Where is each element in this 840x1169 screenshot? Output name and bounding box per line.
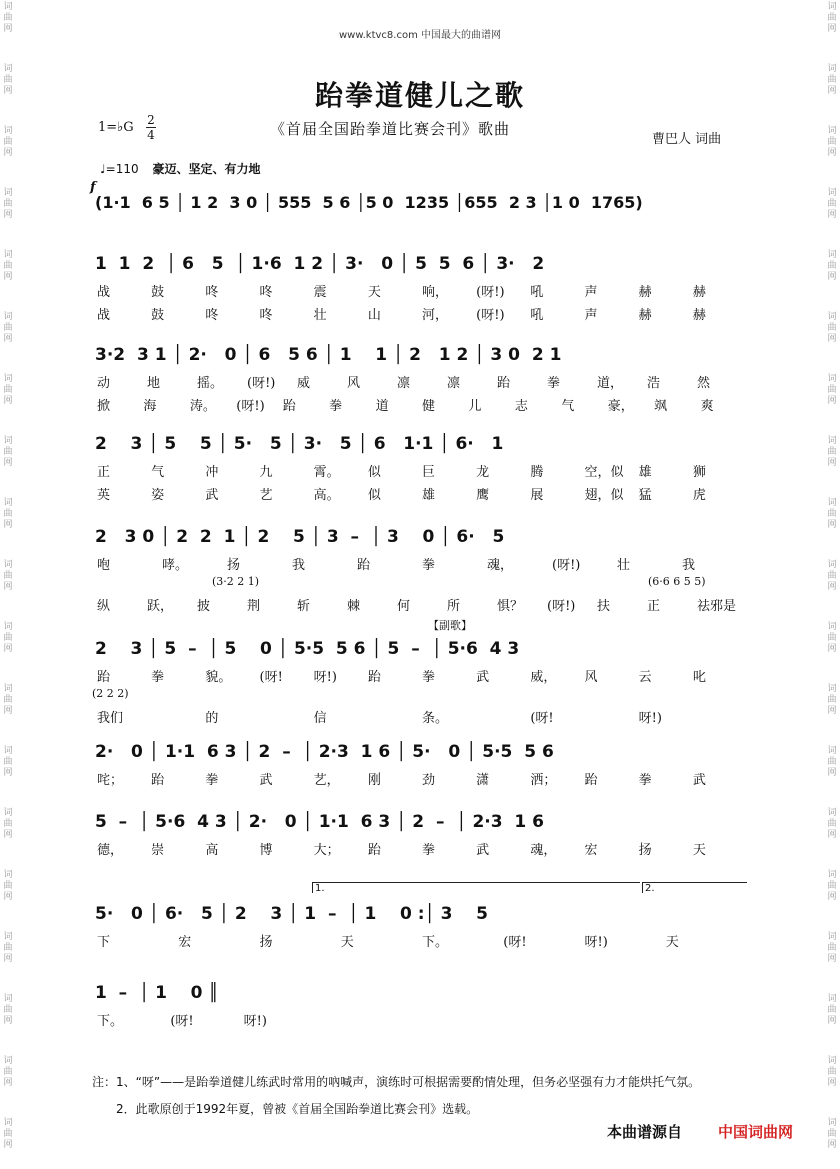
lyric-word: 咆 [97,558,111,573]
lyric-word: 吼 [530,285,544,300]
lyric-word: 爽 [700,399,714,414]
lyric-word: 响， [422,285,449,300]
lyric-word: 天 [367,285,381,300]
lyric-word: 条。 [422,711,449,726]
expression-text: 豪迈、坚定、有力地 [152,162,261,176]
lyric-word: 鼓 [151,285,165,300]
time-signature [146,113,156,142]
watermark-text: 词 曲 网 [3,684,13,716]
lyric-word: 呀!) [243,1014,267,1029]
lyric-word: 跆 [282,399,296,414]
watermark-text: 词 曲 网 [3,1056,13,1088]
lyric-word: 道 [375,399,389,414]
lyric-word: 宏 [584,843,598,858]
key-signature: 1=♭G [98,120,134,135]
lyric-word: 拳 [329,399,343,414]
lyric-word: 虎 [692,488,706,503]
lyric-word: 哮。 [162,558,189,573]
lyric-word: 刚 [367,773,381,788]
watermark-text: 词 曲 网 [3,870,13,902]
lyric-word: 拳 [547,376,561,391]
lyric-word: 雄 [422,488,436,503]
watermark-text: 词 曲 网 [827,746,837,778]
lyric-word: 翅，似 [584,488,624,503]
lyric-word: 呀!) [584,935,608,950]
notation-line: 2 3 0 │ 2 2 1 │ 2 5 │ 3 – │ 3 0 │ 6· 5 [95,527,505,547]
lyric-word: 博 [259,843,273,858]
notation-line: 2 3 │ 5 5 │ 5· 5 │ 3· 5 │ 6 1·1 │ 6· 1 [95,434,504,454]
lyric-word: 跆 [367,670,381,685]
notation-line: 3·2 3 1 │ 2· 0 │ 6 5 6 │ 1 1 │ 2 1 2 │ 3 0 2 1 [95,345,562,365]
lyric-word: 跆 [151,773,165,788]
lyric-word: 战 [97,285,111,300]
lyric-word: 战 [97,308,111,323]
lyric-word: 拳 [205,773,219,788]
lyric-word: 声 [584,308,598,323]
alt-notation: (6·6 6 5 5) [648,575,706,588]
lyric-word: 龙 [476,465,490,480]
lyric-word: 艺 [259,488,273,503]
watermark-text: 词 曲 网 [3,1118,13,1150]
lyric-word: (呀!) [247,376,276,391]
lyric-word: 气 [151,465,165,480]
lyric-word: 洒； [530,773,557,788]
lyric-word: 潇 [476,773,490,788]
lyric-word: 豪， [607,399,634,414]
lyric-word: 似 [367,465,381,480]
lyric-word: 艺， [313,773,340,788]
watermark-text: 词 曲 网 [827,64,837,96]
lyric-word: 咚 [259,285,273,300]
lyric-word: 纵 [97,599,111,614]
notation-line: (1·1 6 5 │ 1 2 3 0 │ 555 5 6 │5 0 1235 │655 2 3 │1 0 1765) [95,193,643,212]
lyric-word: 飒 [654,399,668,414]
lyric-word: 魂， [487,558,514,573]
lyric-word: 咚 [205,308,219,323]
lyric-word: 棘 [347,599,361,614]
section-label-chorus: 【副歌】 [428,619,472,632]
lyric-word: 海 [143,399,157,414]
lyric-word: 的 [205,711,219,726]
lyric-word: 所 [447,599,461,614]
lyric-word: 威 [297,376,311,391]
lyric-word: 高。 [313,488,340,503]
notation-line: 5 – │ 5·6 4 3 │ 2· 0 │ 1·1 6 3 │ 2 – │ 2·3 1 6 [95,812,544,832]
lyric-word: 浩 [647,376,661,391]
lyric-word: (呀!) [236,399,265,414]
notation-line: 5· 0 │ 6· 5 │ 2 3 │ 1 – │ 1 0 :│ 3 5 [95,904,488,924]
lyric-word: 拳 [151,670,165,685]
lyric-word: 河， [422,308,449,323]
lyric-word: 下。 [97,1014,124,1029]
lyric-word: 武 [259,773,273,788]
lyric-word: 宏 [178,935,192,950]
watermark-text: 词 曲 网 [3,126,13,158]
lyric-word: 赫 [638,285,652,300]
lyric-word: (呀!) [476,285,505,300]
watermark-text: 词 曲 网 [827,684,837,716]
lyric-word: 我们 [97,711,124,726]
lyric-word: (呀! [170,1014,194,1029]
lyric-word: 风 [584,670,598,685]
lyric-word: 凛 [447,376,461,391]
lyric-word: 吼 [530,308,544,323]
lyric-word: 似 [367,488,381,503]
footnote-2: 2．此歌原创于1992年夏，曾被《首届全国跆拳道比赛会刊》选载。 [116,1102,479,1116]
tempo-value: ♩=110 [100,162,139,176]
lyric-word: 山 [367,308,381,323]
lyric-word: 正 [647,599,661,614]
lyric-word: 咚 [205,285,219,300]
lyric-word: 健 [422,399,436,414]
lyric-word: 崇 [151,843,165,858]
volta-bracket-1: 1. [312,882,640,893]
lyric-word: 志 [514,399,528,414]
time-top: 2 [147,113,155,127]
watermark-text: 词 曲 网 [827,312,837,344]
lyric-word: 巨 [422,465,436,480]
lyric-word: 摇。 [197,376,224,391]
lyric-word: (呀! [530,711,554,726]
lyric-word: 英 [97,488,111,503]
watermark-text: 词 曲 网 [827,1056,837,1088]
lyric-word: 信 [313,711,327,726]
lyric-word: 劲 [422,773,436,788]
lyric-word: 威， [530,670,557,685]
watermark-text: 词 曲 网 [827,808,837,840]
source-label: 本曲谱源自 [607,1123,683,1141]
lyric-word: 云 [638,670,652,685]
watermark-text: 词 曲 网 [3,932,13,964]
lyric-word: 拳 [422,558,436,573]
watermark-text: 词 曲 网 [3,436,13,468]
lyric-word: 拳 [422,670,436,685]
notation-line: 1 – │ 1 0 ║ [95,983,219,1003]
source-site-link[interactable]: 中国词曲网 [718,1123,794,1141]
lyric-word: 惧？ [497,599,524,614]
lyric-word: (呀! [503,935,527,950]
lyric-word: 动 [97,376,111,391]
lyric-word: 跆 [357,558,371,573]
watermark-text: 词 曲 网 [3,498,13,530]
watermark-text: 词 曲 网 [3,994,13,1026]
lyric-word: 斩 [297,599,311,614]
watermark-text: 词 曲 网 [827,560,837,592]
notation-line: 1 1 2 │ 6 5 │ 1·6 1 2 │ 3· 0 │ 5 5 6 │ 3· 2 [95,254,545,274]
lyric-word: 地 [147,376,161,391]
watermark-text: 词 曲 网 [3,808,13,840]
lyric-word: 下 [97,935,111,950]
site-header[interactable]: www.ktvc8.com 中国最大的曲谱网 [338,30,501,41]
lyric-word: 天 [665,935,679,950]
lyric-word: 九 [259,465,273,480]
watermark-text: 词 曲 网 [3,560,13,592]
lyric-word: 展 [530,488,544,503]
lyric-word: 呀!) [313,670,337,685]
watermark-text: 词 曲 网 [827,126,837,158]
watermark-text: 词 曲 网 [3,374,13,406]
lyric-word: 赫 [638,308,652,323]
lyric-word: 涛。 [189,399,216,414]
volta-bracket-2: 2. [642,882,747,893]
lyric-word: 扬 [638,843,652,858]
lyric-word: 跆 [367,843,381,858]
lyric-word: 扶 [597,599,611,614]
lyric-word: 霄。 [313,465,340,480]
lyric-word: 狮 [692,465,706,480]
lyric-word: 壮 [313,308,327,323]
lyric-word: 猛 [638,488,652,503]
watermark-text: 词 曲 网 [3,622,13,654]
lyric-word: 凛 [397,376,411,391]
lyric-word: 儿 [468,399,482,414]
lyric-word: 拳 [422,843,436,858]
subtitle: 《首届全国跆拳道比赛会刊》歌曲 [270,120,511,138]
lyric-word: 雄 [638,465,652,480]
lyric-word: 武 [205,488,219,503]
lyric-word: 祛邪是 [697,599,737,614]
time-bottom: 4 [147,128,155,142]
watermark-text: 词 曲 网 [3,188,13,220]
lyric-word: 咤； [97,773,124,788]
footnote-1: 注：1、“呀”——是跆拳道健儿练武时常用的吶喊声，演练时可根据需要酌情处理，但务必坚强有力才能烘托气氛。 [92,1075,701,1089]
lyric-word: (呀!) [476,308,505,323]
lyric-word: 正 [97,465,111,480]
watermark-text: 词 曲 网 [3,250,13,282]
alt-notation: (3·2 2 1) [212,575,260,588]
lyric-word: 下。 [422,935,449,950]
composer-credit: 曹巴人 词曲 [652,132,722,147]
watermark-text: 词 曲 网 [827,188,837,220]
page-title: 跆拳道健儿之歌 [314,79,525,112]
lyric-word: 跃， [147,599,174,614]
lyric-word: 跆 [584,773,598,788]
lyric-word: 然 [697,376,711,391]
watermark-text: 词 曲 网 [827,374,837,406]
lyric-word: 壮 [617,558,631,573]
notation-line: 2 3 │ 5 – │ 5 0 │ 5·5 5 6 │ 5 – │ 5·6 4 3 [95,639,520,659]
lyric-word: 我 [292,558,306,573]
lyric-word: 荆 [247,599,261,614]
lyric-word: 武 [476,843,490,858]
notation-line: 2· 0 │ 1·1 6 3 │ 2 – │ 2·3 1 6 │ 5· 0 │ 5·5 5 6 [95,742,554,762]
lyric-word: 扬 [259,935,273,950]
lyric-word: 武 [692,773,706,788]
lyric-word: 叱 [692,670,706,685]
lyric-word: 腾 [530,465,544,480]
watermark-text: 词 曲 网 [827,932,837,964]
watermark-text: 词 曲 网 [827,1118,837,1150]
lyric-word: 跆 [97,670,111,685]
lyric-word: 空，似 [584,465,624,480]
lyric-word: 震 [313,285,327,300]
lyric-word: 貌。 [205,670,232,685]
lyric-word: 道， [597,376,624,391]
lyric-word: 扬 [227,558,241,573]
watermark-text: 词 曲 网 [827,436,837,468]
watermark-text: 词 曲 网 [3,64,13,96]
lyric-word: (呀!) [547,599,576,614]
watermark-text: 词 曲 网 [827,498,837,530]
lyric-word: 跆 [497,376,511,391]
lyric-word: (呀!) [552,558,581,573]
lyric-word: 咚 [259,308,273,323]
lyric-word: 大； [313,843,340,858]
watermark-text: 词 曲 网 [827,2,837,34]
lyric-word: 冲 [205,465,219,480]
lyric-word: 德， [97,843,124,858]
tempo-marking [100,160,260,177]
lyric-word: 姿 [151,488,165,503]
lyric-word: 高 [205,843,219,858]
lyric-word: 赫 [692,285,706,300]
alt-notation: (2 2 2) [92,687,129,700]
lyric-word: 声 [584,285,598,300]
lyric-word: 拳 [638,773,652,788]
watermark-text: 词 曲 网 [827,870,837,902]
lyric-word: 披 [197,599,211,614]
lyric-word: 气 [561,399,575,414]
lyric-word: 天 [692,843,706,858]
watermark-text: 词 曲 网 [827,250,837,282]
watermark-text: 词 曲 网 [827,994,837,1026]
watermark-text: 词 曲 网 [827,622,837,654]
lyric-word: 武 [476,670,490,685]
lyric-word: 掀 [97,399,111,414]
watermark-text: 词 曲 网 [3,746,13,778]
watermark-text: 词 曲 网 [3,312,13,344]
watermark-text: 词 曲 网 [3,2,13,34]
lyric-word: (呀! [259,670,283,685]
dynamic-mark: f [90,180,96,195]
lyric-word: 赫 [692,308,706,323]
lyric-word: 我 [682,558,696,573]
lyric-word: 鹰 [476,488,490,503]
lyric-word: 鼓 [151,308,165,323]
lyric-word: 何 [397,599,411,614]
lyric-word: 风 [347,376,361,391]
lyric-word: 呀!) [638,711,662,726]
lyric-word: 魂， [530,843,557,858]
lyric-word: 天 [340,935,354,950]
